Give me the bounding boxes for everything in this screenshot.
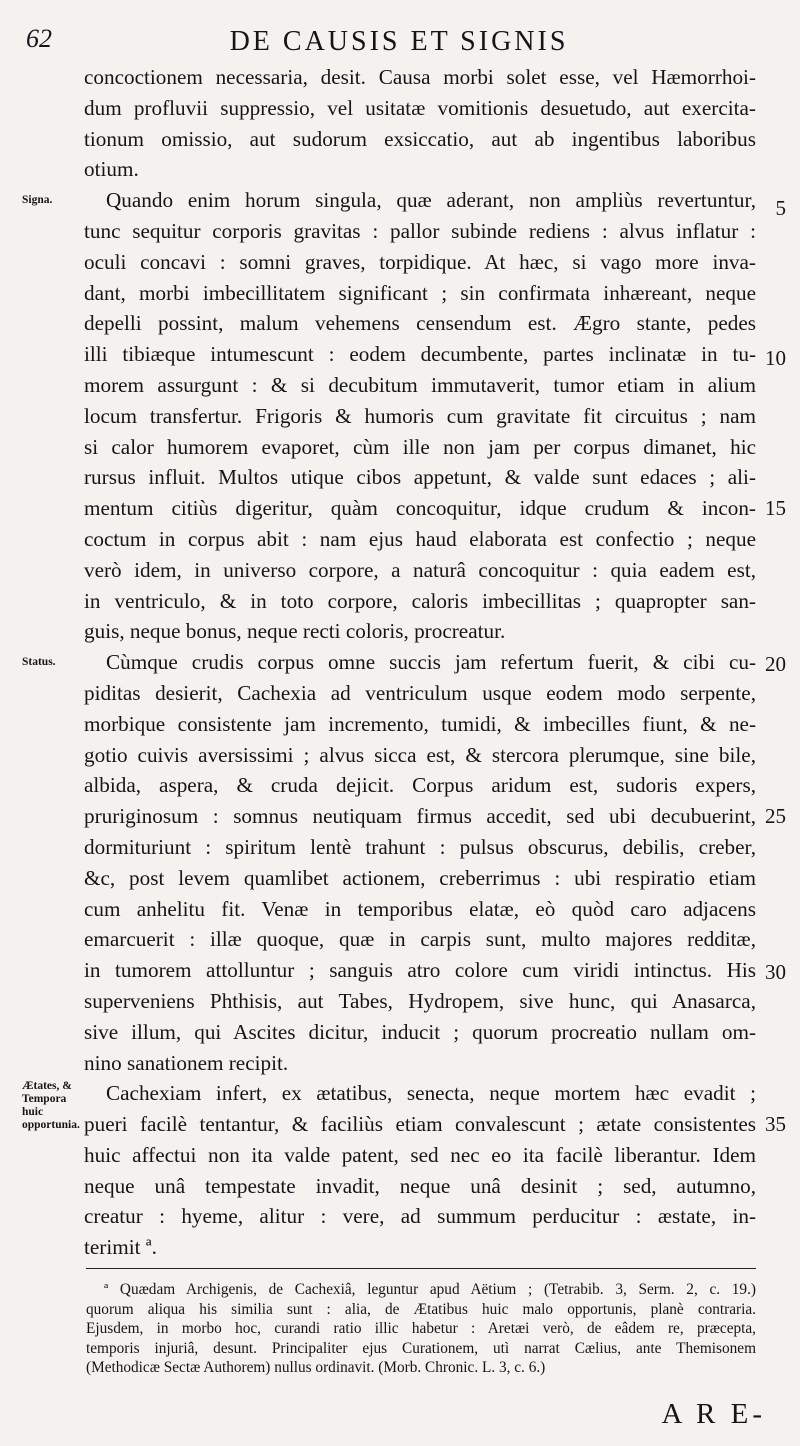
footnotes xyxy=(86,1280,756,1378)
text-line: illi tibiæque intumescunt : eodem decumbente, partes inclinatæ in tu- xyxy=(84,342,756,367)
footnote-line: (Methodicæ Sectæ Authorem) nullus ordinavit. (Morb. Chronic. L. 3, c. 6.) xyxy=(86,1359,546,1376)
text-line: cum anhelitu fit. Venæ in temporibus elatæ, eò quòd caro adjacens xyxy=(84,896,756,921)
text-line: morem assurgunt : & si decubitum immutaverit, tumor etiam in alium xyxy=(84,372,756,397)
running-title: DE CAUSIS ET SIGNIS xyxy=(229,26,569,57)
text-line: Cùmque crudis corpus omne succis jam refertum fuerit, & cibi cu- xyxy=(106,650,756,675)
line-number: 30 xyxy=(765,960,786,984)
text-line: pruriginosum : somnus neutiquam firmus accedit, sed ubi decubuerint, xyxy=(84,804,756,829)
text-line: &c, post levem quamlibet actionem, creberrimus : ubi respiratio etiam xyxy=(84,865,756,890)
text-line: oculi concavi : somni graves, torpidique. At hæc, si vago more inva- xyxy=(84,249,756,274)
text-line: tunc sequitur corporis gravitas : pallor subinde rediens : alvus inflatur : xyxy=(84,218,756,243)
catchword: A R E- xyxy=(661,1398,766,1430)
text-line: nino sanationem recipit. xyxy=(84,1050,289,1075)
page-header xyxy=(26,18,772,60)
margin-note-status: Status. xyxy=(22,656,56,668)
text-line: in ventriculo, & in toto corpore, caloris imbecillitas ; quapropter san- xyxy=(84,588,756,613)
text-line: sive illum, qui Ascites dicitur, inducit ; quorum procreatio nullam om- xyxy=(84,1019,756,1044)
text-line: dormituriunt : spiritum lentè trahunt : pulsus obscurus, debilis, creber, xyxy=(84,834,756,859)
body-text xyxy=(84,62,756,1263)
text-line: guis, neque bonus, neque recti coloris, procreatur. xyxy=(84,619,506,644)
text-line: creatur : hyeme, alitur : vere, ad summum perducitur : æstate, in- xyxy=(84,1204,756,1229)
text-line: superveniens Phthisis, aut Tabes, Hydropem, sive hunc, qui Anasarca, xyxy=(84,988,756,1013)
text-line: Quando enim horum singula, quæ aderant, non ampliùs revertuntur, xyxy=(106,188,756,213)
page-number: 62 xyxy=(26,24,52,53)
line-number: 25 xyxy=(765,804,786,828)
text-line: mentum citiùs digeritur, quàm concoquitur, idque crudum & incon- xyxy=(84,496,756,521)
text-line: depelli possint, malum vehemens censendum est. Ægro stante, pedes xyxy=(84,311,756,336)
text-line: dant, morbi imbecillitatem significant ; sin confirmata inhæreant, neque xyxy=(84,280,756,305)
text-line: terimit ª. xyxy=(84,1235,157,1260)
line-number: 5 xyxy=(775,196,786,220)
footnote-line: ª Quædam Archigenis, de Cachexiâ, leguntur apud Aëtium ; (Tetrabib. 3, Serm. 2, c. 19.) xyxy=(104,1281,756,1298)
margin-note-aetates: Ætates, & Tempora huic opportunia. xyxy=(22,1080,80,1131)
footnote-line: Ejusdem, in morbo hoc, curandi ratio illic habetur : Aretæi verò, de eâdem re, præcepta, xyxy=(86,1320,756,1337)
line-number: 15 xyxy=(765,496,786,520)
text-line: si calor humorem evaporet, cùm ille non jam per corpus dimanet, hic xyxy=(84,434,756,459)
footnote-divider xyxy=(86,1268,756,1269)
text-line: otium. xyxy=(84,157,139,182)
footnote-line: temporis injuriâ, desunt. Principaliter ejus Curationem, utì narrat Cælius, ante Themisonem xyxy=(86,1339,756,1357)
text-line: pueri facilè tentantur, & faciliùs etiam convalescunt ; ætate consistentes xyxy=(84,1112,756,1137)
text-line: dum profluvii suppressio, vel usitatæ vomitionis desuetudo, aut exercita- xyxy=(84,95,756,120)
footnote-line: quorum aliqua his similia sunt : alia, de Ætatibus huic malo opportunis, planè contraria. xyxy=(86,1300,756,1318)
line-number: 10 xyxy=(765,346,786,370)
text-line: in tumorem attolluntur ; sanguis atro colore cum viridi intinctus. His xyxy=(84,958,756,983)
text-line: neque unâ tempestate invadit, neque unâ desinit ; sed, autumno, xyxy=(84,1173,756,1198)
text-line: emarcuerit : illæ quoque, quæ in carpis sunt, multo majores redditæ, xyxy=(84,927,756,952)
line-number: 20 xyxy=(765,652,786,676)
text-line: piditas desierit, Cachexia ad ventriculum usque eodem modo serpente, xyxy=(84,680,756,705)
margin-note-signa: Signa. xyxy=(22,194,53,206)
text-line: verò idem, in universo corpore, a naturâ concoquitur : quia eadem est, xyxy=(84,557,756,582)
text-line: tionum omissio, aut sudorum exsiccatio, aut ab ingentibus laboribus xyxy=(84,126,756,151)
text-line: albida, aspera, & cruda dejicit. Corpus aridum est, sudoris expers, xyxy=(84,773,756,798)
text-line: gotio cuivis aversissimi ; alvus sicca est, & stercora plerumque, sine bile, xyxy=(84,742,756,767)
text-line: coctum in corpus abit : nam ejus haud elaborata est confectio ; neque xyxy=(84,526,756,551)
text-line: morbique consistente jam incremento, tumidi, & imbecilles fiunt, & ne- xyxy=(84,711,756,736)
text-line: rursus influit. Multos utique cibos appetunt, & valde sunt edaces ; ali- xyxy=(84,465,756,490)
line-number: 35 xyxy=(765,1112,786,1136)
text-line: locum transfertur. Frigoris & humoris cum gravitate fit circuitus ; nam xyxy=(84,403,756,428)
text-line: huic affectui non ita valde patent, sed nec eo ita facilè liberantur. Idem xyxy=(84,1142,756,1167)
text-line: Cachexiam infert, ex ætatibus, senecta, neque mortem hæc evadit ; xyxy=(106,1081,756,1106)
text-line: concoctionem necessaria, desit. Causa morbi solet esse, vel Hæmorrhoi- xyxy=(84,65,756,89)
